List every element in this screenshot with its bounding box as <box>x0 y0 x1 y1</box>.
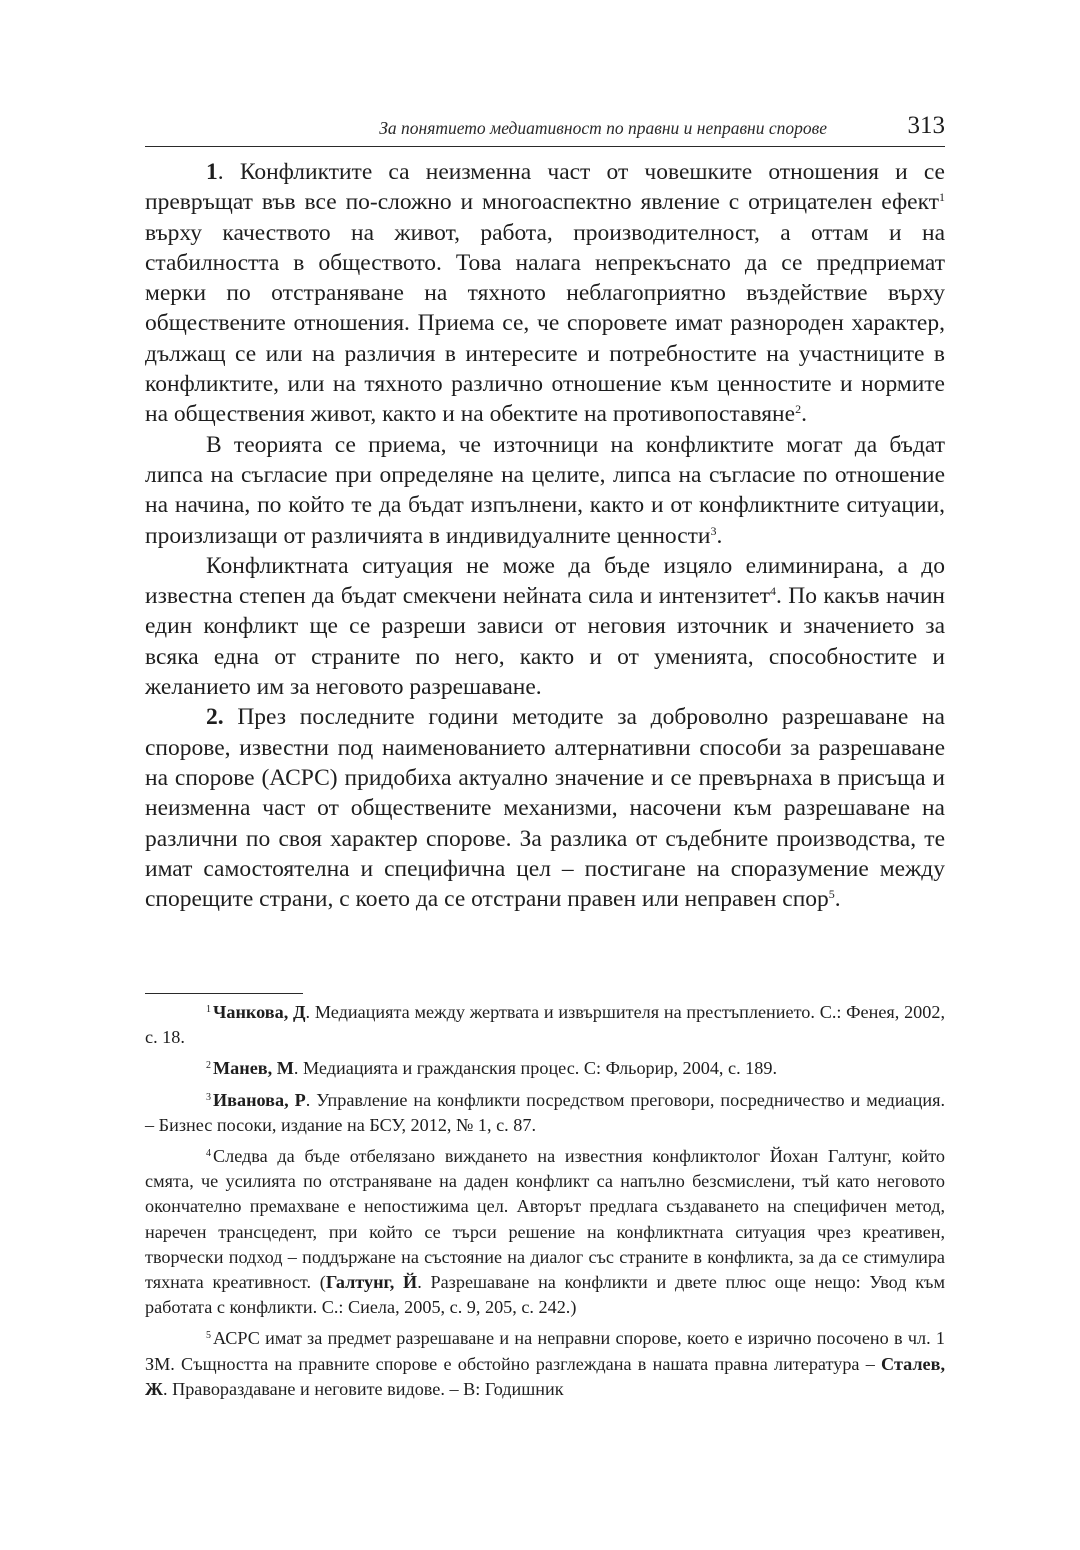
footnote-author: Манев, М <box>213 1058 294 1079</box>
footnote-text: . Медиацията и гражданския процес. С: Фльорир, 2004, с. 189. <box>293 1058 778 1079</box>
footnote-3 <box>145 1088 945 1138</box>
footnote-author: Сталев, Ж <box>145 1353 945 1399</box>
footnote-ref: 2 <box>795 402 802 417</box>
footnote-2 <box>145 1056 945 1081</box>
paragraph-1 <box>145 157 945 430</box>
paragraph-2 <box>145 430 945 551</box>
paragraph-text: През последните години методите за доброволно разрешаване на спорове, известни под наименованието алтернативни способи за разрешаване на спорове (АСРС) придобиха актуално значение и се превърнаха в присъща и неизменна част от обществените механизми, насочени към разрешаване на различни по своя характер спорове. За разлика от съдебните производства, те имат самостоятелна и специфична цел – постигане на споразумение между спорещите страни, с което да се отстрани правен или неправен спор <box>145 704 945 913</box>
footnote-divider <box>145 993 303 994</box>
running-header <box>145 114 945 147</box>
footnote-author: Галтунг, Й <box>325 1272 418 1293</box>
footnote-5 <box>145 1326 945 1402</box>
footnote-text: . Разрешаване на конфликти и двете плюс още нещо: Увод към работата с конфликти. С.: Сиела, 2005, с. 9, 205, с. 242.) <box>145 1272 945 1318</box>
paragraph-text: . <box>716 522 723 549</box>
footnote-author: Чанкова, Д <box>213 1002 306 1022</box>
paragraph-3 <box>145 551 945 702</box>
paragraph-text: . <box>801 401 807 428</box>
footnote-author: Иванова, Р <box>213 1089 306 1110</box>
page-number: 313 <box>907 112 945 139</box>
footnote-number: 5 <box>206 1330 211 1342</box>
paragraph-text: В теорията се приема, че източници на конфликтите могат да бъдат липса на съгласие при определяне на целите, липса на съгласие по отношение на начина, по който те да бъдат изпълнени, както и от конфликтните ситуации, произлизащи от различията в индивидуалните ценности <box>145 431 945 549</box>
footnote-ref: 3 <box>710 523 717 538</box>
paragraph-4 <box>145 702 945 914</box>
section-number: 2. <box>206 704 224 731</box>
paragraph-text: Конфликтната ситуация не може да бъде изцяло елиминирана, а до известна степен да бъдат смекчени нейната сила и интензитет <box>145 552 945 610</box>
footnote-ref: 5 <box>828 887 835 902</box>
section-number: 1 <box>206 159 218 185</box>
footnote-number: 3 <box>206 1091 211 1103</box>
paragraph-text: . Конфликтите са неизменна част от човешките отношения и се превръщат във все по-сложно и многоаспектно явление с отрицателен ефект <box>145 159 945 216</box>
footnotes <box>145 1000 945 1408</box>
footnote-number: 4 <box>206 1148 211 1160</box>
footnote-4 <box>145 1144 945 1320</box>
footnote-text: . Управление на конфликти посредством преговори, посредничество и медиация. – Бизнес посоки, издание на БСУ, 2012, № 1, с. 87. <box>145 1089 946 1135</box>
paragraph-text: . По какъв начин един конфликт ще се разреши зависи от неговия източник и значението за всяка една от страните по него, както и от уменията, способностите и желанието им за неговото разрешаване. <box>145 583 946 701</box>
paragraph-text: върху качеството на живот, работа, производителност, а оттам и на стабилността в обществото. Това налага непрекъснато да се предприемат мерки по отстраняване на тяхното неблагоприятно въздействие върху обществените отношения. Приема се, че споровете имат разнороден характер, дължащ се или на различия в интересите и потребностите на участниците в конфликтите, или на тяхното различно отношение към ценностите и нормите на обществения живот, както и на обектите на противопоставяне <box>145 219 945 428</box>
footnote-text: АСРС имат за предмет разрешаване и на неправни спорове, което е изрично посочено в чл. 1 ЗМ. Същността на правните спорове е обстойно разглеждана в нашата правна литература – <box>145 1328 945 1374</box>
footnote-text: . Правораздаване и неговите видове. – В: Годишник <box>162 1378 564 1399</box>
main-text <box>145 157 945 914</box>
footnote-number: 2 <box>206 1060 211 1072</box>
footnote-number: 1 <box>206 1004 211 1015</box>
footnote-ref: 4 <box>770 584 777 599</box>
footnote-text: Следва да бъде отбелязано виждането на известния конфликтолог Йохан Галтунг, който смята, че усилията по отстраняване на даден конфликт са напълно безсмислени, тъй като неговото окончателно премахване е непостижима цел. Авторът предлага създаването на специфичен метод, наречен трансцедент, при който се търси решение на конфликтната ситуация чрез креативен, творчески подход – поддържане на състояние на диалог със страните в конфликта, за да се стимулира тяхната креативност. ( <box>145 1146 945 1293</box>
running-title: За понятието медиативност по правни и неправни спорове <box>379 118 827 138</box>
footnote-text: . Медиацията между жертвата и извършителя на престъплението. С.: Фенея, 2002, с. 18. <box>145 1002 945 1048</box>
paragraph-text: . <box>834 886 841 913</box>
footnote-1 <box>145 1000 945 1050</box>
footnote-ref: 1 <box>939 190 945 205</box>
